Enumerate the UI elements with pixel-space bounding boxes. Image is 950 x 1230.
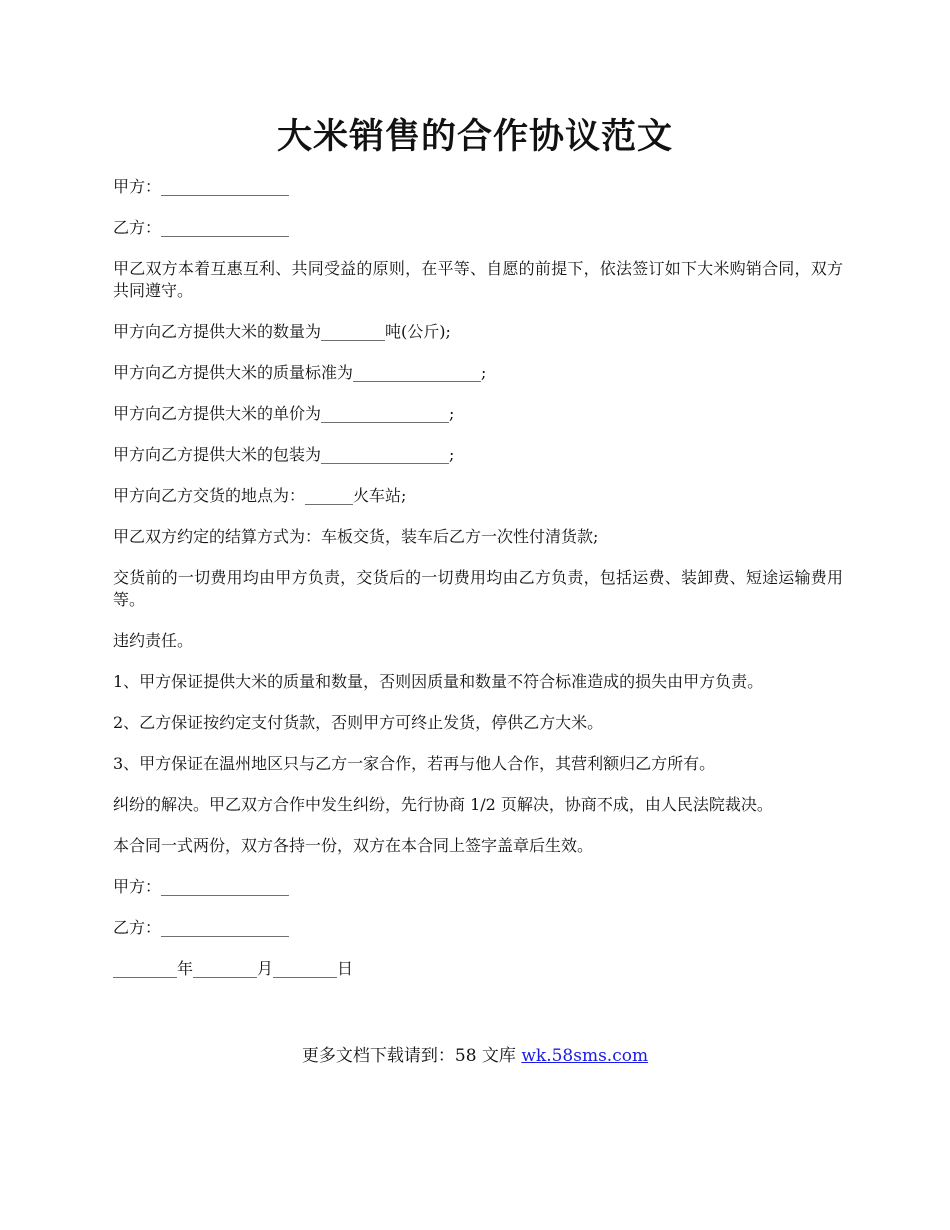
validity-clause: 本合同一式两份，双方各持一份，双方在本合同上签字盖章后生效。 — [113, 836, 594, 855]
cost-clause: 交货前的一切费用均由甲方负责，交货后的一切费用均由乙方负责，包括运费、装卸费、短途运输费用等。 — [113, 568, 843, 609]
party-a-line: 甲方：________________ — [113, 177, 290, 196]
price-clause: 甲方向乙方提供大米的单价为________________; — [113, 404, 455, 423]
quality-clause: 甲方向乙方提供大米的质量标准为________________; — [113, 363, 487, 382]
quantity-clause: 甲方向乙方提供大米的数量为________吨(公斤); — [113, 322, 451, 341]
liability-heading: 违约责任。 — [113, 631, 194, 650]
party-b-line: 乙方：________________ — [113, 218, 290, 237]
date-line: ________年________月________日 — [113, 959, 354, 978]
party-b-signature-line: 乙方：________________ — [113, 918, 290, 937]
preamble-paragraph: 甲乙双方本着互惠互利、共同受益的原则，在平等、自愿的前提下，依法签订如下大米购销合同，双方共同遵守。 — [113, 259, 843, 300]
footer-link[interactable]: wk.58sms.com — [521, 1046, 649, 1066]
footer — [0, 1043, 950, 1069]
delivery-location-clause: 甲方向乙方交货的地点为：______火车站; — [113, 486, 407, 505]
dispute-clause: 纠纷的解决。甲乙双方合作中发生纠纷，先行协商 1/2 页解决，协商不成，由人民法院裁决。 — [113, 795, 773, 814]
document-body — [113, 176, 843, 999]
footer-text: 更多文档下载请到：58 文库 — [301, 1046, 522, 1066]
packaging-clause: 甲方向乙方提供大米的包装为________________; — [113, 445, 455, 464]
document-title: 大米销售的合作协议范文 — [276, 116, 673, 157]
settlement-clause: 甲乙双方约定的结算方式为：车板交货，装车后乙方一次性付清货款; — [113, 527, 599, 546]
liability-item-2: 2、乙方保证按约定支付货款，否则甲方可终止发货，停供乙方大米。 — [113, 713, 604, 732]
liability-item-1: 1、甲方保证提供大米的质量和数量，否则因质量和数量不符合标准造成的损失由甲方负责。 — [113, 672, 764, 691]
party-a-signature-line: 甲方：________________ — [113, 877, 290, 896]
liability-item-3: 3、甲方保证在温州地区只与乙方一家合作，若再与他人合作，其营利额归乙方所有。 — [113, 754, 716, 773]
